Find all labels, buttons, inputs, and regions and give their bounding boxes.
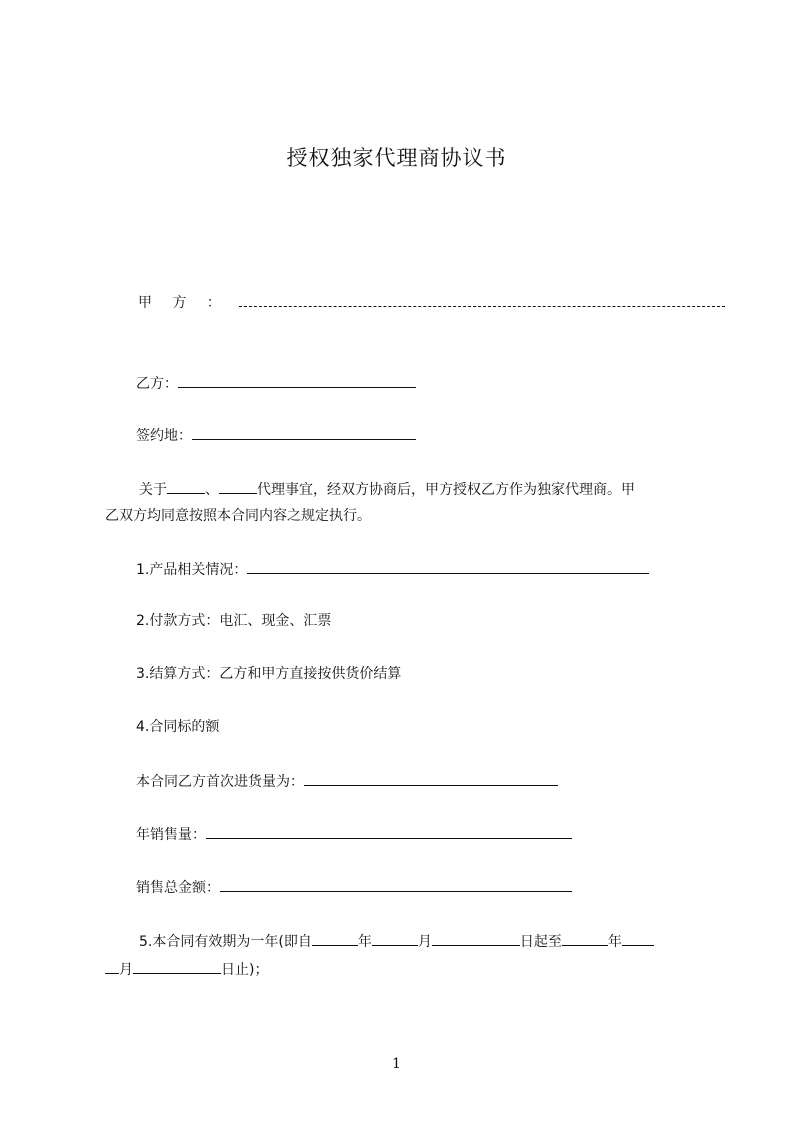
first-purchase-blank xyxy=(304,770,558,786)
item-5-end-year-blank xyxy=(562,930,608,946)
party-b-label: 乙方： xyxy=(136,376,178,392)
intro-sep: 、 xyxy=(205,482,219,498)
annual-sales-label: 年销售量： xyxy=(136,827,206,843)
item-1-label: 1.产品相关情况： xyxy=(136,562,248,578)
item-3-line: 3.结算方式：乙方和甲方直接按供货价结算 xyxy=(136,666,402,682)
item-5-month: 月 xyxy=(417,934,432,950)
item-5-end-month-blank-b xyxy=(105,958,119,974)
signing-place-label: 签约地： xyxy=(136,428,192,444)
party-b-blank xyxy=(178,372,416,388)
intro-line-1 xyxy=(139,478,635,500)
signing-place-blank xyxy=(192,424,416,440)
document-title: 授权独家代理商协议书 xyxy=(286,146,507,170)
item-5-start-month-blank xyxy=(372,930,418,946)
party-a-blank xyxy=(239,292,725,307)
item-2-line: 2.付款方式：电汇、现金、汇票 xyxy=(136,613,332,629)
item-1-line xyxy=(136,558,649,580)
item-5-end-month-blank-a xyxy=(622,930,654,946)
intro-blank-1 xyxy=(167,478,205,494)
total-sales-line xyxy=(136,876,572,898)
party-a-line xyxy=(138,292,725,313)
signing-place-line xyxy=(136,424,416,446)
total-sales-blank xyxy=(220,876,572,892)
party-b-line xyxy=(136,372,416,394)
first-purchase-line xyxy=(136,770,558,792)
item-5-end-day-blank xyxy=(133,958,221,974)
item-5-year2: 年 xyxy=(607,934,622,950)
intro-middle: 代理事宜，经双方协商后，甲方授权乙方作为独家代理商。甲 xyxy=(257,482,635,498)
item-5-month2: 月 xyxy=(119,962,133,978)
first-purchase-label: 本合同乙方首次进货量为： xyxy=(136,774,304,790)
party-a-label: 甲 方 ： xyxy=(138,295,229,311)
item-5-day-to: 日止)； xyxy=(221,962,269,978)
item-5-prefix: 5.本合同有效期为一年(即自 xyxy=(139,934,312,950)
intro-line-2: 乙双方均同意按照本合同内容之规定执行。 xyxy=(105,508,371,524)
item-5-year: 年 xyxy=(357,934,372,950)
item-1-blank xyxy=(247,558,649,574)
annual-sales-blank xyxy=(206,823,572,839)
intro-prefix: 关于 xyxy=(139,482,167,498)
page-number: 1 xyxy=(392,1056,401,1072)
item-5-line-1 xyxy=(139,930,654,952)
item-5-day-from: 日起至 xyxy=(519,934,562,950)
annual-sales-line xyxy=(136,823,572,845)
item-5-start-day-blank xyxy=(432,930,520,946)
intro-blank-2 xyxy=(219,478,257,494)
item-5-start-year-blank xyxy=(312,930,358,946)
item-4-line: 4.合同标的额 xyxy=(136,719,220,735)
item-5-line-2 xyxy=(105,958,268,980)
total-sales-label: 销售总金额： xyxy=(136,880,220,896)
